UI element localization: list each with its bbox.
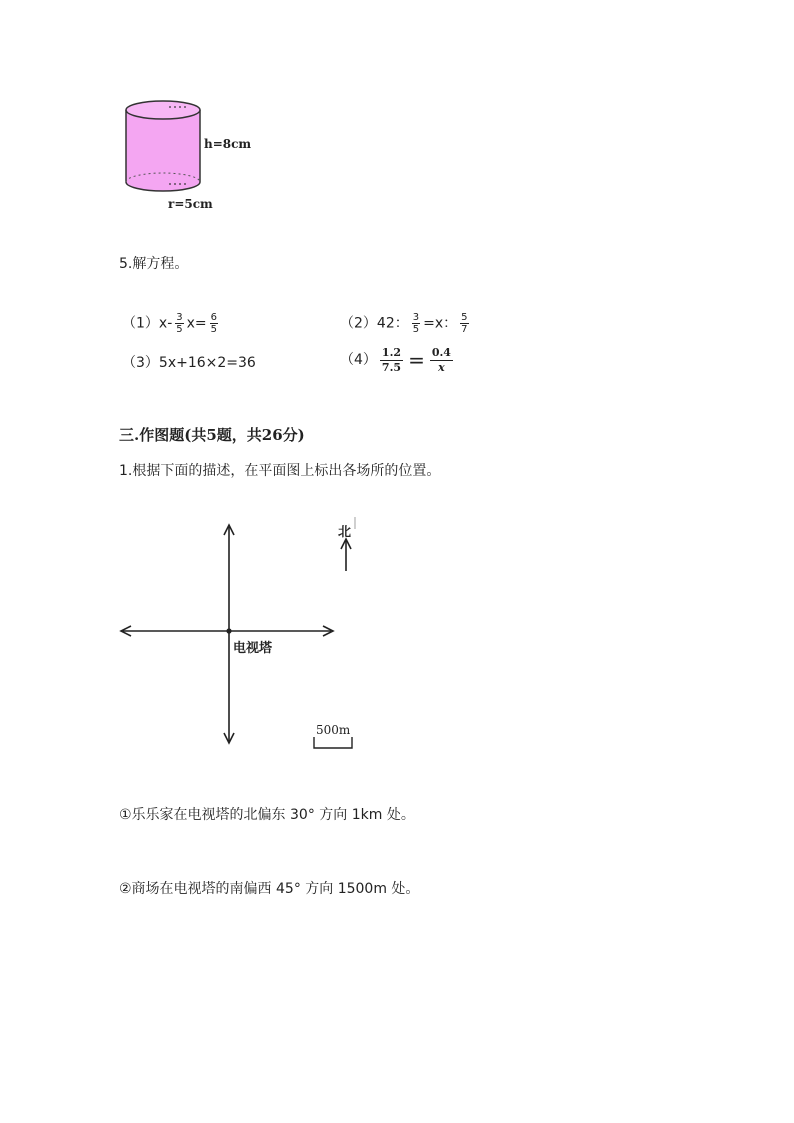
eq1-fraction-a	[175, 312, 183, 335]
eq2-fraction-b	[460, 312, 468, 335]
cylinder-radius-label: r=5cm	[168, 197, 213, 211]
equation-4	[340, 346, 456, 374]
tv-tower-point	[226, 628, 231, 633]
equation-1	[122, 312, 221, 335]
equation-2	[340, 312, 472, 335]
eq2-frac-b-num: 5	[461, 312, 468, 323]
eq1-mid: x=	[186, 315, 207, 332]
eq1-frac-b-num: 6	[210, 312, 218, 323]
eq2-fraction-a	[412, 312, 420, 335]
eq3-text: 5x+16×2=36	[158, 355, 256, 371]
eq2-mid: =x：	[423, 315, 458, 332]
eq1-prefix: x-	[158, 315, 173, 332]
eq4-frac-b-den: x	[438, 361, 445, 374]
eq1-frac-b-den: 5	[210, 324, 218, 335]
eq4-frac-b-num: 0.4	[431, 346, 451, 359]
eq2-frac-a-den: 5	[412, 324, 420, 335]
cylinder-figure	[118, 96, 208, 198]
eq2-frac-a-num: 3	[412, 312, 420, 323]
section-heading: 三.作图题(共5题，共26分)	[119, 426, 305, 444]
scale-bar	[314, 737, 352, 748]
cylinder-height-label: h=8cm	[204, 137, 252, 151]
map-diagram	[115, 515, 365, 755]
north-label: 北	[338, 525, 352, 540]
eq2-frac-b-den: 7	[461, 324, 468, 335]
eq4-frac-a-num: 1.2	[381, 346, 402, 359]
item-1: ①乐乐家在电视塔的北偏东 30° 方向 1km 处。	[119, 807, 415, 823]
eq4-index: （4）	[340, 352, 377, 368]
eq1-fraction-b	[210, 312, 218, 335]
eq2-index: （2）	[340, 315, 377, 332]
q5-title: 5.解方程。	[119, 256, 189, 272]
scale-label: 500m	[316, 723, 351, 737]
tv-tower-label: 电视塔	[233, 641, 273, 656]
eq4-fraction-b	[430, 346, 453, 374]
item-2: ②商场在电视塔的南偏西 45° 方向 1500m 处。	[119, 881, 420, 897]
eq1-frac-a-den: 5	[176, 324, 183, 335]
eq4-equals: =	[408, 348, 425, 372]
equation-3	[122, 354, 256, 372]
eq2-prefix: 42：	[376, 315, 409, 332]
eq4-fraction-a	[380, 346, 403, 374]
eq1-frac-a-num: 3	[176, 312, 183, 323]
eq4-frac-a-den: 7.5	[381, 361, 402, 374]
eq3-index: （3）	[122, 355, 159, 371]
eq1-index: （1）	[122, 315, 159, 332]
question-1-text: 1.根据下面的描述，在平面图上标出各场所的位置。	[119, 463, 441, 479]
